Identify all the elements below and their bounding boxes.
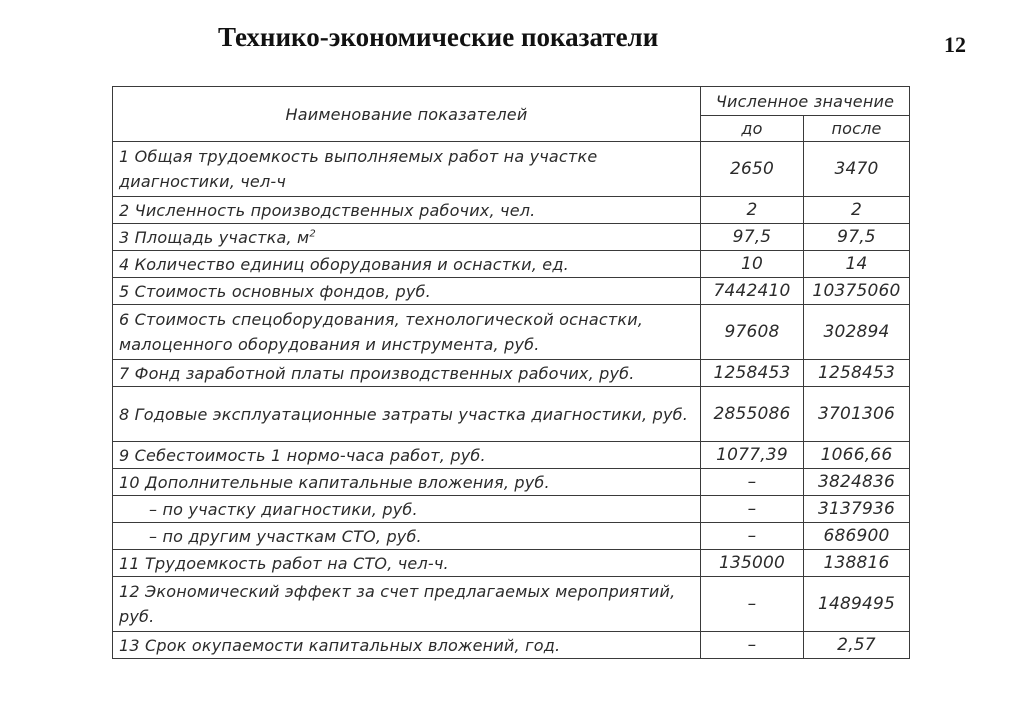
header-numeric-value: Численное значение — [701, 87, 910, 116]
row-value-after: 1066,66 — [804, 442, 910, 469]
table-header-row — [113, 87, 910, 116]
row-label: 5 Стоимость основных фондов, руб. — [113, 278, 701, 305]
row-value-after: 14 — [804, 251, 910, 278]
row-value-before: 135000 — [701, 550, 804, 577]
row-label: 12 Экономический эффект за счет предлагаемых мероприятий, руб. — [113, 577, 701, 632]
table-row — [113, 469, 910, 496]
row-value-before: – — [701, 577, 804, 632]
row-value-before: 97608 — [701, 305, 804, 360]
row-value-after: 3824836 — [804, 469, 910, 496]
row-value-before: 7442410 — [701, 278, 804, 305]
table-row — [113, 360, 910, 387]
header-before: до — [701, 116, 804, 142]
row-value-before: 2 — [701, 197, 804, 224]
header-after: после — [804, 116, 910, 142]
row-value-before: 2855086 — [701, 387, 804, 442]
table-row — [113, 632, 910, 659]
row-value-after: 2,57 — [804, 632, 910, 659]
table-row — [113, 305, 910, 360]
row-label: – по другим участкам СТО, руб. — [113, 523, 701, 550]
indicators-table — [112, 86, 910, 659]
row-label: 10 Дополнительные капитальные вложения, руб. — [113, 469, 701, 496]
row-value-before: 97,5 — [701, 224, 804, 251]
row-value-before: – — [701, 632, 804, 659]
row-value-before: 2650 — [701, 142, 804, 197]
table-row — [113, 496, 910, 523]
row-label: 7 Фонд заработной платы производственных рабочих, руб. — [113, 360, 701, 387]
row-value-before: – — [701, 523, 804, 550]
slide-title: Технико-экономические показатели — [218, 22, 659, 52]
row-value-before: 1258453 — [701, 360, 804, 387]
row-value-after: 10375060 — [804, 278, 910, 305]
row-label: 4 Количество единиц оборудования и оснастки, ед. — [113, 251, 701, 278]
row-label: 2 Численность производственных рабочих, чел. — [113, 197, 701, 224]
row-label: 13 Срок окупаемости капитальных вложений, год. — [113, 632, 701, 659]
row-value-before: 1077,39 — [701, 442, 804, 469]
row-value-after: 1258453 — [804, 360, 910, 387]
table-row — [113, 442, 910, 469]
table-row — [113, 523, 910, 550]
row-value-after: 1489495 — [804, 577, 910, 632]
row-label: 9 Себестоимость 1 нормо-часа работ, руб. — [113, 442, 701, 469]
row-label-text: 3 Площадь участка, м — [119, 227, 310, 247]
row-label: 8 Годовые эксплуатационные затраты участка диагностики, руб. — [113, 387, 701, 442]
row-value-after: 3701306 — [804, 387, 910, 442]
table-row — [113, 197, 910, 224]
table-row — [113, 224, 910, 251]
row-value-after: 2 — [804, 197, 910, 224]
row-value-after: 686900 — [804, 523, 910, 550]
row-value-after: 3137936 — [804, 496, 910, 523]
table-row — [113, 251, 910, 278]
header-indicator-name: Наименование показателей — [113, 87, 701, 142]
row-value-after: 3470 — [804, 142, 910, 197]
row-label — [113, 224, 701, 251]
row-value-before: 10 — [701, 251, 804, 278]
row-value-after: 97,5 — [804, 224, 910, 251]
row-label: – по участку диагностики, руб. — [113, 496, 701, 523]
row-value-after: 138816 — [804, 550, 910, 577]
table-row — [113, 577, 910, 632]
table-row — [113, 142, 910, 197]
row-value-after: 302894 — [804, 305, 910, 360]
table-row — [113, 387, 910, 442]
row-label: 1 Общая трудоемкость выполняемых работ на участке диагностики, чел-ч — [113, 142, 701, 197]
row-value-before: – — [701, 496, 804, 523]
page-number: 12 — [944, 32, 966, 57]
table-row — [113, 550, 910, 577]
row-label: 11 Трудоемкость работ на СТО, чел-ч. — [113, 550, 701, 577]
superscript-two: 2 — [309, 228, 316, 240]
table-row — [113, 278, 910, 305]
row-label: 6 Стоимость спецоборудования, технологической оснастки, малоценного оборудования и инструмента, руб. — [113, 305, 701, 360]
row-value-before: – — [701, 469, 804, 496]
